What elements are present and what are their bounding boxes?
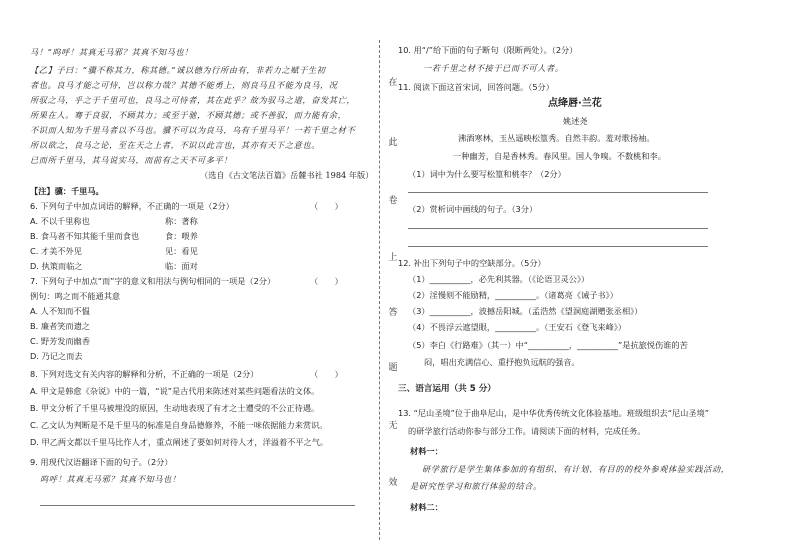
q13-stem-cont: 的研学旅行活动你参与部分工作。请阅读下面的材料，完成任务。: [408, 426, 646, 436]
q13-material-1-label: 材料一：: [410, 446, 443, 456]
q13-material-1-text: 是研究性学习和旅行体验的结合。: [410, 481, 542, 491]
q6-option-b: B. 食马者不知其能千里而食也: [30, 231, 140, 241]
passage-b-line: 所果在人。骞于良驭，不顾其力；或至于驰，不顾其德；或不善驭，而力能有余，: [30, 110, 347, 120]
q6-answer-paren: （ ）: [310, 201, 343, 211]
binding-char: 效: [386, 475, 400, 488]
passage-b-line: 已而所千里马，其马说实马，而前有之天不可多平！: [30, 155, 233, 165]
q7-option-c: C. 野芳发而幽香: [30, 336, 91, 346]
poem-author: 姚述尧: [563, 116, 588, 126]
q11-sub-1: （1）词中为什么要写松篁和桃李？（2分）: [408, 169, 566, 179]
q11-2-answer-line[interactable]: [408, 246, 708, 247]
q6-option-a: A. 不以千里称也: [30, 216, 90, 226]
q6-option-c-gloss: 见：看见: [165, 246, 198, 256]
binding-char: 在: [386, 75, 400, 88]
q13-stem: 13. “尼山圣境”位于曲阜尼山，是中华优秀传统文化体验基地。班级组织去“尼山圣境”: [398, 408, 709, 418]
binding-divider: [379, 40, 380, 540]
q11-2-answer-line[interactable]: [408, 228, 708, 229]
binding-char: 此: [386, 135, 400, 148]
q11-1-answer-line[interactable]: [408, 192, 708, 193]
right-column: [398, 0, 768, 560]
poem-line: 一种幽芳，自是香林秀。春风里。国人争嗅。不数桃和李。: [453, 151, 666, 161]
passage-b-line: 不识而人知为千里马者以不马也。骥不可以为良马，乌有千里马平！一若千里之材不: [30, 125, 356, 135]
q7-example: 例句：鸣之而不能通其意: [30, 291, 121, 301]
q6-option-d-gloss: 临：面对: [165, 261, 198, 271]
passage-a-tail: 马！”呜呼！其真无马邪？其真不知马也！: [30, 47, 193, 57]
q9-sentence: 呜呼！其真无马邪？其真不知马也！: [40, 474, 181, 484]
q12-item-4: （4）不畏浮云遮望眼，__________。（王安石《登飞来峰》）: [408, 322, 627, 332]
q6-option-c: C. 才美不外见: [30, 246, 82, 256]
binding-char: 上: [386, 250, 400, 263]
passage-b-line: 所以欲之，良马之论，至在天之上者，不识以此言也，其亦有天下之意也。: [30, 140, 320, 150]
binding-char: 无: [386, 418, 400, 431]
q9-answer-line[interactable]: [40, 505, 355, 506]
q6-option-d: D. 执策而临之: [30, 261, 83, 271]
q7-option-a: A. 人不知而不愠: [30, 306, 90, 316]
q11-stem: 11. 阅读下面这首宋词，回答问题。（5分）: [398, 82, 554, 92]
poem-title: 点绛唇·兰花: [548, 98, 602, 109]
q6-option-b-gloss: 食：喂养: [165, 231, 198, 241]
q13-material-1-text: 研学旅行是学生集体参加的有组织、有计划、有目的的校外参观体验实践活动，: [422, 464, 730, 474]
q7-option-d: D. 乃记之而去: [30, 351, 83, 361]
q8-stem: 8. 下列对选文有关内容的解释和分析，不正确的一项是（2分）: [30, 369, 259, 379]
binding-char: 题: [386, 360, 400, 373]
q12-item-2: （2）淫慢则不能励精，__________。（诸葛亮《诫子书》）: [408, 290, 618, 300]
source-citation: （选自《古文笔法百篇》岳麓书社 1984 年版）: [200, 170, 374, 180]
q12-stem: 12. 补出下列句子中的空缺部分。（5分）: [398, 258, 546, 268]
binding-char: 答: [386, 305, 400, 318]
q12-item-5: （5）李白《行路难》（其一）中“__________，__________”是抗旅悦伤谁的苦: [408, 340, 688, 350]
q8-option-b: B. 甲文分析了千里马被埋没的原因，生动地表现了有才之士遭受的不公正待遇。: [30, 403, 320, 413]
q12-item-5-cont: 闷，唱出充满信心、重抒抱负远航的强音。: [424, 357, 580, 367]
q10-stem: 10. 用“/”给下面的句子断句（限断两处）。（2分）: [398, 45, 578, 55]
passage-b-line: 【乙】子曰：“骥不称其力，称其德。”诚以德为行所由有，非若力之赋于生初: [30, 65, 326, 75]
q8-answer-paren: （ ）: [310, 369, 343, 379]
annotation-note: 【注】骥：千里马。: [30, 186, 104, 196]
q8-option-c: C. 乙文认为判断是不是千里马的标准是自身品德修养，不能一味依据能力来赏识。: [30, 420, 328, 430]
q7-option-b: B. 廉者笑而遗之: [30, 321, 90, 331]
q13-material-2-label: 材料二：: [410, 502, 443, 512]
left-column: [30, 0, 374, 560]
q7-answer-paren: （ ）: [310, 276, 343, 286]
q7-stem: 7. 下列句子中加点“而”字的意义和用法与例句相同的一项是（2分）: [30, 276, 276, 286]
passage-b-line: 所驭之马，乎之于千里可也，良马之可恃者，其在此乎？故为驭马之道，奋发其亡，: [30, 95, 356, 105]
q6-stem: 6. 下列句子中加点词语的解释，不正确的一项是（2分）: [30, 201, 234, 211]
section-3-heading: 三、语言运用（共 5 分）: [398, 384, 496, 394]
q6-option-a-gloss: 称：著称: [165, 216, 198, 226]
q8-option-d: D. 甲乙两文都以千里马比作人才，重点阐述了要如何对待人才，洋溢着不平之气。: [30, 437, 329, 447]
q12-item-3: （3）__________，波撼岳阳城。（孟浩然《望洞庭湖赠张丞相》）: [408, 306, 643, 316]
q11-sub-2: （2）赏析词中画线的句子。（3分）: [408, 204, 538, 214]
q9-stem: 9. 用现代汉语翻译下面的句子。（2分）: [30, 457, 173, 467]
poem-line: 沸酒寒林，玉丛遥映松篁秀。自然丰韵。羞对歌扬袖。: [458, 133, 655, 143]
q10-sentence: 一若千里之材不接于已而不可人者。: [423, 63, 564, 73]
q12-item-1: （1）__________，必先利其器。（《论语卫灵公》）: [408, 274, 590, 284]
binding-char: 卷: [386, 193, 400, 206]
q8-option-a: A. 甲文是韩愈《杂说》中的一篇，“说”是古代用来陈述对某些问题看法的文体。: [30, 386, 320, 396]
passage-b-line: 者也。良马才能之可恃，岂以称力哉？其德不能勇上，则良马且不能为良马，况: [30, 80, 338, 90]
